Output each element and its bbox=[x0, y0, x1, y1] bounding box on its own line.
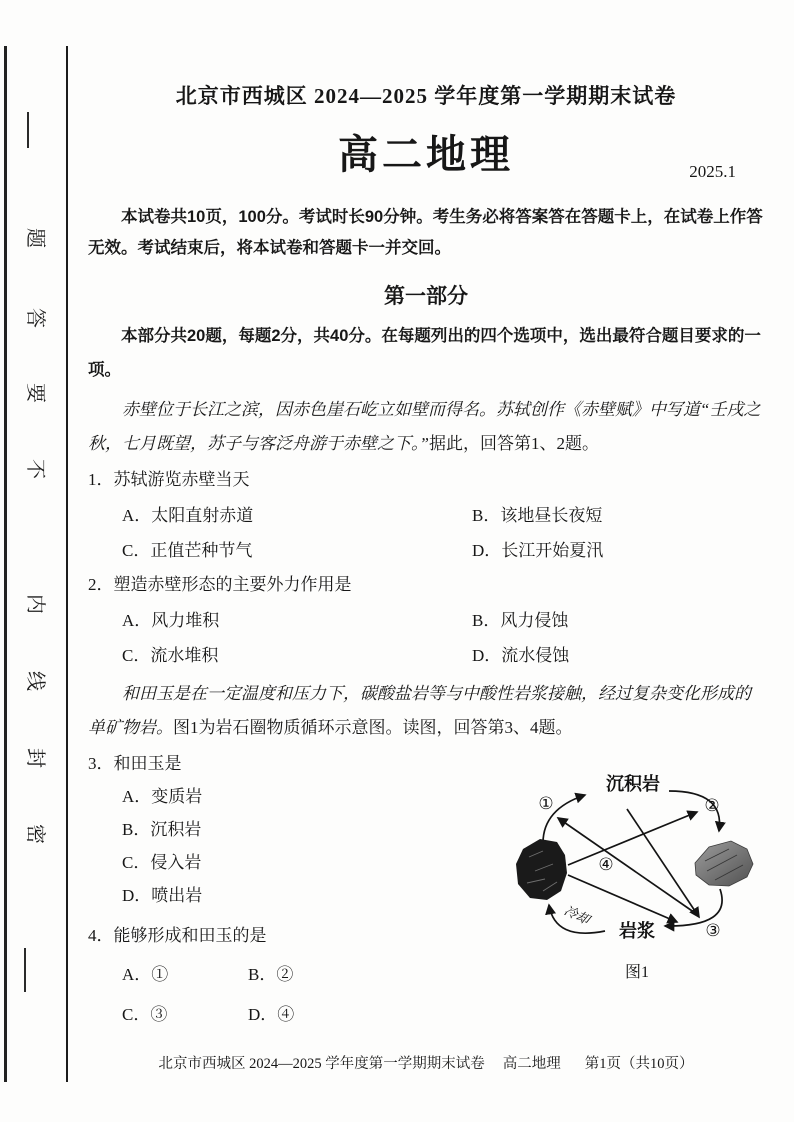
seal-char: 封 bbox=[24, 748, 46, 768]
question-4-options bbox=[88, 952, 422, 1032]
question-2-stem: 2．塑造赤壁形态的主要外力作用是 bbox=[88, 575, 352, 594]
subject-row bbox=[88, 122, 764, 188]
label-magma: 岩浆 bbox=[619, 921, 655, 941]
seal-char: 题 bbox=[24, 228, 46, 248]
question-3-4-region bbox=[88, 748, 764, 1032]
passage-hetian-text: 和田玉是在一定温度和压力下，碳酸盐岩等与中酸性岩浆接触，经过复杂变化形成的单矿物岩。 bbox=[88, 684, 751, 737]
question-3-stem: 3．和田玉是 bbox=[88, 754, 182, 773]
part-one-intro: 本部分共20题，每题2分，共40分。在每题列出的四个选项中，选出最符合题目要求的一项。 bbox=[88, 327, 761, 379]
circled-number-2: ② bbox=[704, 796, 720, 815]
option-4D: D．④ bbox=[248, 1004, 295, 1024]
option-2C: C．流水堆积 bbox=[122, 646, 219, 665]
scan-edge-line bbox=[4, 46, 7, 1082]
exam-date: 2025.1 bbox=[689, 162, 736, 181]
question-2 bbox=[88, 569, 764, 671]
circled-number-3: ③ bbox=[705, 921, 721, 940]
footer-exam-title: 北京市西城区 2024—2025 学年度第一学期期末试卷 bbox=[158, 1056, 485, 1072]
option-1C: C．正值芒种节气 bbox=[122, 541, 253, 560]
rock-cycle-diagram bbox=[485, 769, 785, 983]
part-one-title: 第一部分 bbox=[384, 285, 468, 308]
seal-char: 答 bbox=[24, 308, 46, 328]
subject-title: 高二地理 bbox=[338, 133, 514, 177]
exam-notice: 本试卷共10页，100分。考试时长90分钟。考生务必将答案答在答题卡上，在试卷上作答无效。考试结束后，将本试卷和答题卡一并交回。 bbox=[88, 208, 763, 257]
seal-dash-top bbox=[27, 112, 29, 148]
passage-chibi-tail: 据此，回答第1、2题。 bbox=[428, 434, 599, 453]
option-2A: A．风力堆积 bbox=[122, 611, 220, 630]
seal-char: 要 bbox=[24, 383, 46, 403]
option-4A: A．① bbox=[122, 964, 169, 984]
passage-chibi bbox=[88, 393, 764, 461]
question-4-stem: 4．能够形成和田玉的是 bbox=[88, 926, 267, 945]
option-3A: A．变质岩 bbox=[122, 787, 203, 806]
exam-title: 北京市西城区 2024—2025 学年度第一学期期末试卷 bbox=[175, 84, 677, 108]
option-1B: B．该地昼长夜短 bbox=[472, 506, 603, 525]
seal-dash-bottom bbox=[24, 948, 26, 992]
right-rock-image bbox=[695, 841, 753, 886]
left-rock-image bbox=[516, 839, 567, 900]
option-4B: B．② bbox=[248, 964, 294, 984]
rock-cycle-figure bbox=[485, 769, 785, 983]
passage-chibi-text: 赤壁位于长江之滨，因赤色崖石屹立如壁而得名。苏轼创作《赤壁赋》中写道“壬戌之秋，七月既望，苏子与客泛舟游于赤壁之下。” bbox=[88, 400, 761, 453]
circled-number-1: ① bbox=[538, 794, 554, 813]
question-2-options bbox=[88, 601, 764, 671]
seal-char: 线 bbox=[24, 671, 46, 691]
footer-subject: 高二地理 bbox=[502, 1056, 561, 1072]
seal-char: 不 bbox=[24, 459, 46, 479]
label-cooling: 冷却 bbox=[561, 902, 592, 928]
passage-hetian-tail: 图1为岩石圈物质循环示意图。读图，回答第3、4题。 bbox=[173, 718, 573, 737]
option-4C: C．③ bbox=[122, 1004, 168, 1024]
question-1 bbox=[88, 464, 764, 566]
page-footer bbox=[88, 1052, 764, 1073]
straight-arrows bbox=[558, 809, 699, 922]
label-sedimentary-rock: 沉积岩 bbox=[606, 774, 660, 794]
option-1D: D．长江开始夏汛 bbox=[472, 541, 604, 560]
option-3C: C．侵入岩 bbox=[122, 853, 202, 872]
seal-char: 内 bbox=[24, 594, 46, 614]
option-2D: D．流水侵蚀 bbox=[472, 646, 570, 665]
question-1-options bbox=[88, 496, 764, 566]
footer-page-number: 第1页（共10页） bbox=[584, 1056, 694, 1072]
option-3D: D．喷出岩 bbox=[122, 886, 203, 905]
option-2B: B．风力侵蚀 bbox=[472, 611, 569, 630]
figure-caption: 图1 bbox=[624, 964, 650, 981]
circled-number-4: ④ bbox=[598, 855, 614, 874]
option-3B: B．沉积岩 bbox=[122, 820, 202, 839]
option-1A: A．太阳直射赤道 bbox=[122, 506, 254, 525]
passage-hetian bbox=[88, 677, 764, 745]
exam-content bbox=[88, 82, 764, 1032]
seal-char: 密 bbox=[24, 824, 46, 844]
seal-boundary-line bbox=[66, 46, 68, 1082]
question-1-stem: 1．苏轼游览赤壁当天 bbox=[88, 470, 250, 489]
